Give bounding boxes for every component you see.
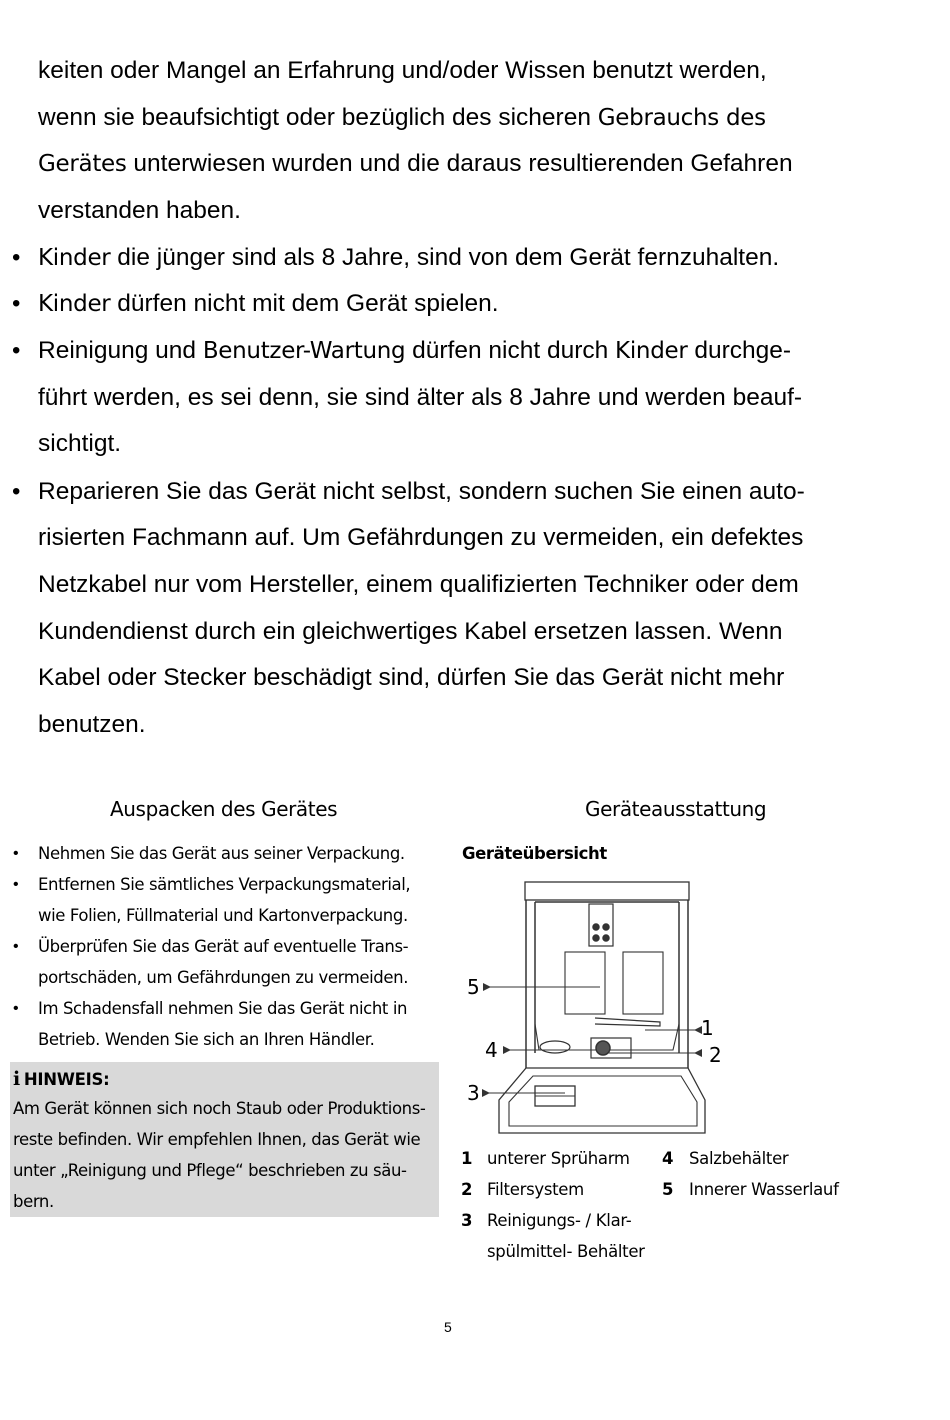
overview-subheading: Geräteübersicht — [462, 844, 607, 863]
legend-label: Reinigungs- / Klar- — [487, 1211, 632, 1230]
callout-5: 5 — [467, 975, 480, 999]
unpack-item: Überprüfen Sie das Gerät auf eventuelle Trans- — [38, 937, 409, 956]
legend-label: spülmittel- Behälter — [487, 1242, 645, 1261]
legend-number: 4 — [662, 1149, 674, 1168]
bullet-icon: • — [13, 876, 19, 893]
text-line: Gerätes unterwiesen wurden und die daraus resultierenden Gefahren — [38, 150, 793, 177]
text-line: Reinigung und Benutzer-Wartung dürfen nicht durch Kinder durchge- — [38, 337, 792, 364]
legend-label: Salzbehälter — [689, 1149, 789, 1168]
unpack-item: Entfernen Sie sämtliches Verpackungsmaterial, — [38, 875, 411, 894]
legend-label: unterer Sprüharm — [487, 1149, 630, 1168]
hint-box — [10, 1062, 439, 1217]
legend-label: Filtersystem — [487, 1180, 584, 1199]
legend-label: Innerer Wasserlauf — [689, 1180, 839, 1199]
hint-text: unter „Reinigung und Pflege“ beschrieben zu säu- — [13, 1161, 407, 1180]
text-line: benutzen. — [38, 711, 146, 738]
bullet-icon: • — [12, 244, 21, 271]
hint-title: i HINWEIS: — [13, 1068, 110, 1090]
legend-number: 2 — [461, 1180, 473, 1199]
callout-4: 4 — [485, 1038, 498, 1062]
info-icon: i — [13, 1068, 20, 1090]
legend-number: 1 — [461, 1149, 473, 1168]
text-line: Netzkabel nur vom Hersteller, einem qualifizierten Techniker oder dem — [38, 571, 799, 598]
text-line: Kinder dürfen nicht mit dem Gerät spielen. — [38, 290, 499, 317]
text-line: verstanden haben. — [38, 197, 241, 224]
unpack-item: Nehmen Sie das Gerät aus seiner Verpackung. — [38, 844, 405, 863]
text-line: wenn sie beaufsichtigt oder bezüglich des sicheren Gebrauchs des — [38, 104, 766, 131]
dishwasher-diagram — [455, 878, 745, 1138]
bullet-icon: • — [13, 938, 19, 955]
unpack-item: Im Schadensfall nehmen Sie das Gerät nicht in — [38, 999, 408, 1018]
unpack-item: wie Folien, Füllmaterial und Kartonverpackung. — [38, 906, 408, 925]
bullet-icon: • — [13, 1000, 19, 1017]
text-line: risierten Fachmann auf. Um Gefährdungen zu vermeiden, ein defektes — [38, 524, 804, 551]
text-line: Kinder die jünger sind als 8 Jahre, sind von dem Gerät fernzuhalten. — [38, 244, 780, 271]
bullet-icon: • — [12, 337, 21, 364]
text-line: sichtigt. — [38, 430, 122, 457]
text-line: Kundendienst durch ein gleichwertiges Kabel ersetzen lassen. Wenn — [38, 618, 783, 645]
text-line: Kabel oder Stecker beschädigt sind, dürfen Sie das Gerät nicht mehr — [38, 664, 785, 691]
bullet-icon: • — [12, 478, 21, 505]
legend-number: 3 — [461, 1211, 473, 1230]
text-line: führt werden, es sei denn, sie sind älter als 8 Jahre und werden beauf- — [38, 384, 803, 411]
unpack-heading: Auspacken des Gerätes — [110, 797, 338, 821]
callout-2: 2 — [709, 1043, 722, 1067]
hint-text: bern. — [13, 1192, 54, 1211]
equipment-heading: Geräteausstattung — [585, 797, 767, 821]
bullet-icon: • — [13, 845, 19, 862]
unpack-item: portschäden, um Gefährdungen zu vermeiden. — [38, 968, 409, 987]
page-number: 5 — [444, 1319, 452, 1335]
hint-text: reste befinden. Wir empfehlen Ihnen, das Gerät wie — [13, 1130, 421, 1149]
bullet-icon: • — [12, 290, 21, 317]
legend-number: 5 — [662, 1180, 674, 1199]
text-line: Reparieren Sie das Gerät nicht selbst, sondern suchen Sie einen auto- — [38, 478, 805, 505]
hint-text: Am Gerät können sich noch Staub oder Produktions- — [13, 1099, 426, 1118]
unpack-item: Betrieb. Wenden Sie sich an Ihren Händler. — [38, 1030, 375, 1049]
callout-3: 3 — [467, 1081, 480, 1105]
text-line: keiten oder Mangel an Erfahrung und/oder Wissen benutzt werden, — [38, 57, 767, 84]
callout-1: 1 — [701, 1016, 714, 1040]
